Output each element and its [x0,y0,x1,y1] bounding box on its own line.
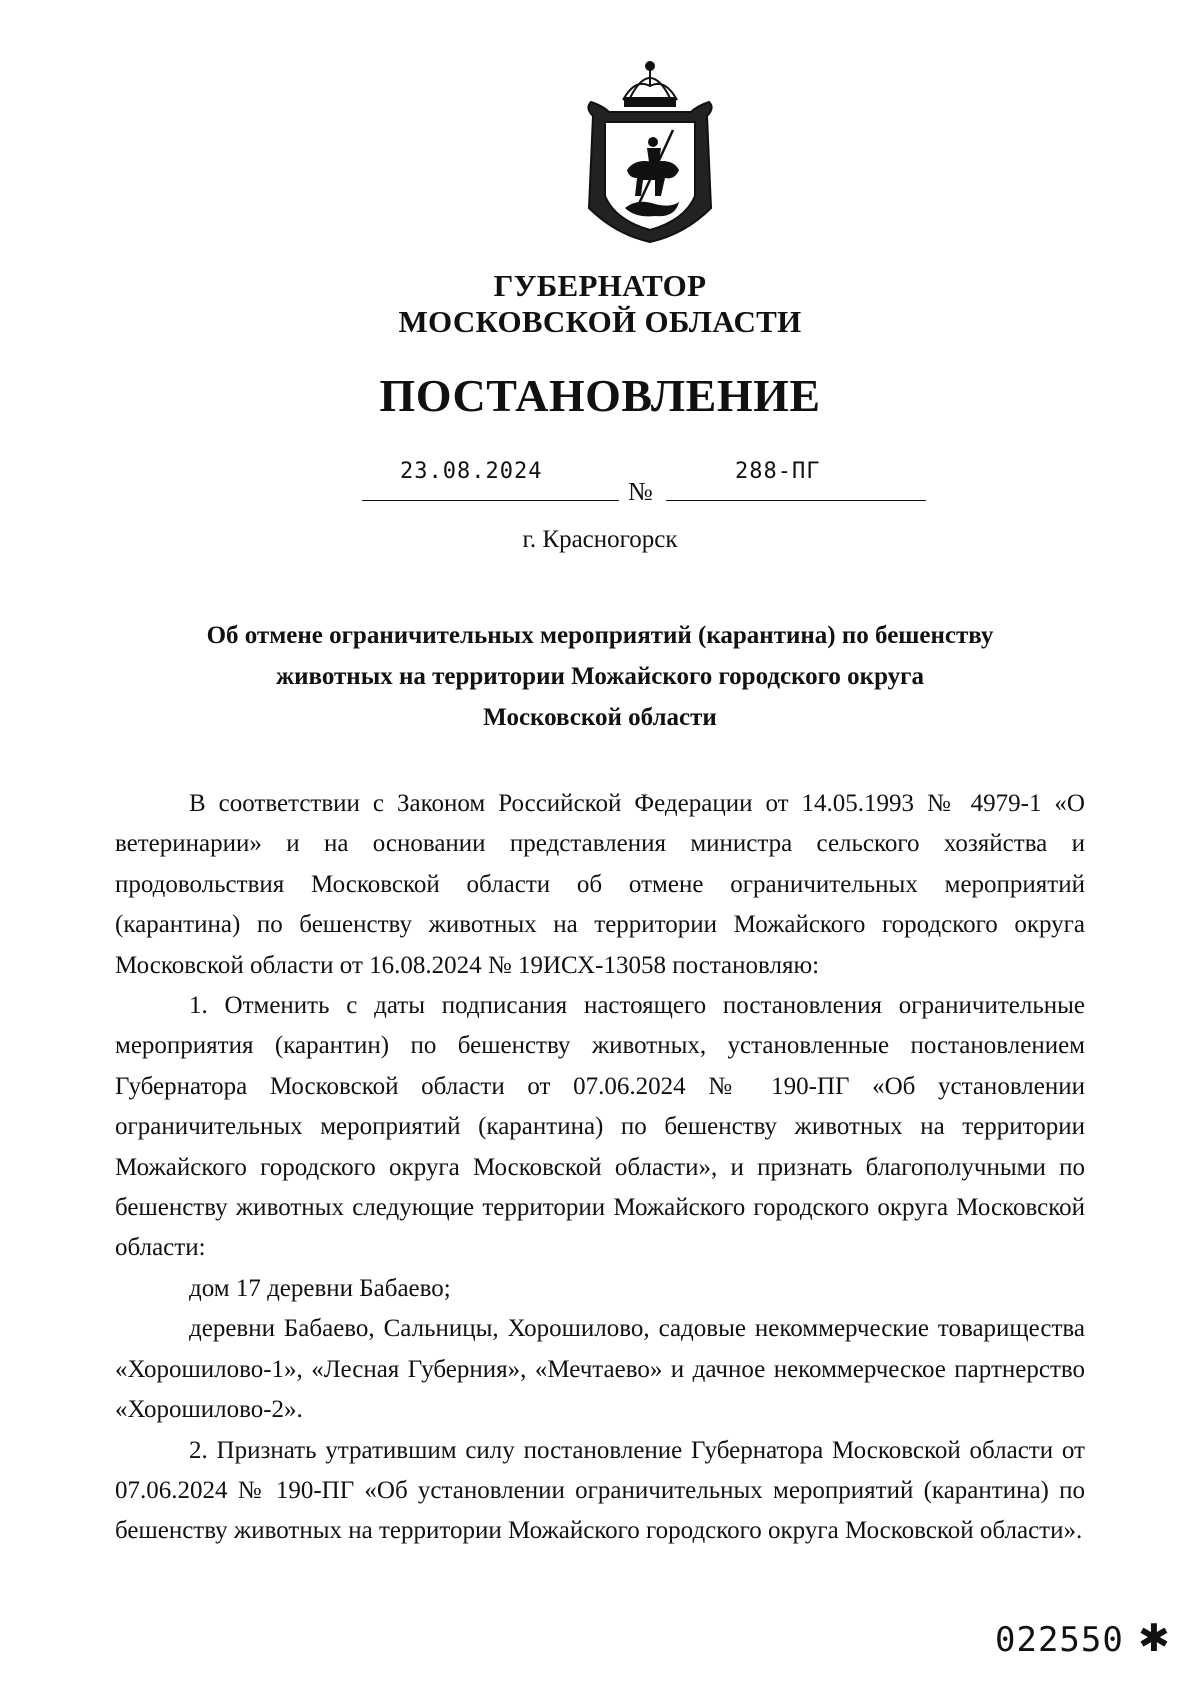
document-title-line3: Московской области [483,704,717,731]
document-date: 23.08.2024 [400,459,543,484]
document-type-heading: ПОСТАНОВЛЕНИЕ [379,370,821,421]
document-number: 288-ПГ [735,459,821,484]
number-underline [666,500,926,501]
number-sign: № [628,477,653,506]
preamble-paragraph: В соответствии с Законом Российской Федерации от 14.05.1993 № 4979-1 «О ветеринарии» и на основании представления министра сельского хозяйства и продовольствия Московской области об отмене ограничительных мероприятий (карантина) по бешенству животных на территории Можайского городского округа Московской области от 16.08.2024 № 19ИСХ-13058 постановляю: [115,790,1085,979]
item-1-subitem-2: деревни Бабаево, Сальницы, Хорошилово, садовые некоммерческие товарищества «Хорошилово-1», «Лесная Губерния», «Мечтаево» и дачное некоммерческое партнерство «Хорошилово-2». [115,1315,1085,1424]
asterisk-mark: ✱ [1138,1616,1170,1660]
item-2-paragraph: 2. Признать утратившим силу постановление Губернатора Московской области от 07.06.2024 № 190-ПГ «Об установлении ограничительных мероприятий (карантина) по бешенству животных на территории Можайского городского округа Московской области». [115,1436,1085,1545]
registration-number: 022550 [995,1620,1124,1660]
document-body [115,784,1085,1552]
date-underline [362,500,619,501]
document-title [115,615,1085,738]
document-city: г. Красногорск [522,526,678,553]
document-title-line2: животных на территории Можайского городского округа [275,663,924,690]
document-title-line1: Об отмене ограничительных мероприятий (карантина) по бешенству [206,622,994,649]
authority-title-line1: ГУБЕРНАТОР [493,268,707,303]
coat-of-arms-emblem [575,58,725,244]
authority-title-line2: МОСКОВСКОЙ ОБЛАСТИ [398,304,802,339]
item-1-paragraph: 1. Отменить с даты подписания настоящего постановления ограничительные мероприятия (карантин) по бешенству животных, установленные постановлением Губернатора Московской области от 07.06.2024 № 190-ПГ «Об установлении ограничительных мероприятий (карантина) по бешенству животных на территории Можайского городского округа Московской области», и признать благополучными по бешенству животных следующие территории Можайского городского округа Московской области: [115,992,1085,1262]
item-1-subitem-1: дом 17 деревни Бабаево; [189,1274,451,1302]
